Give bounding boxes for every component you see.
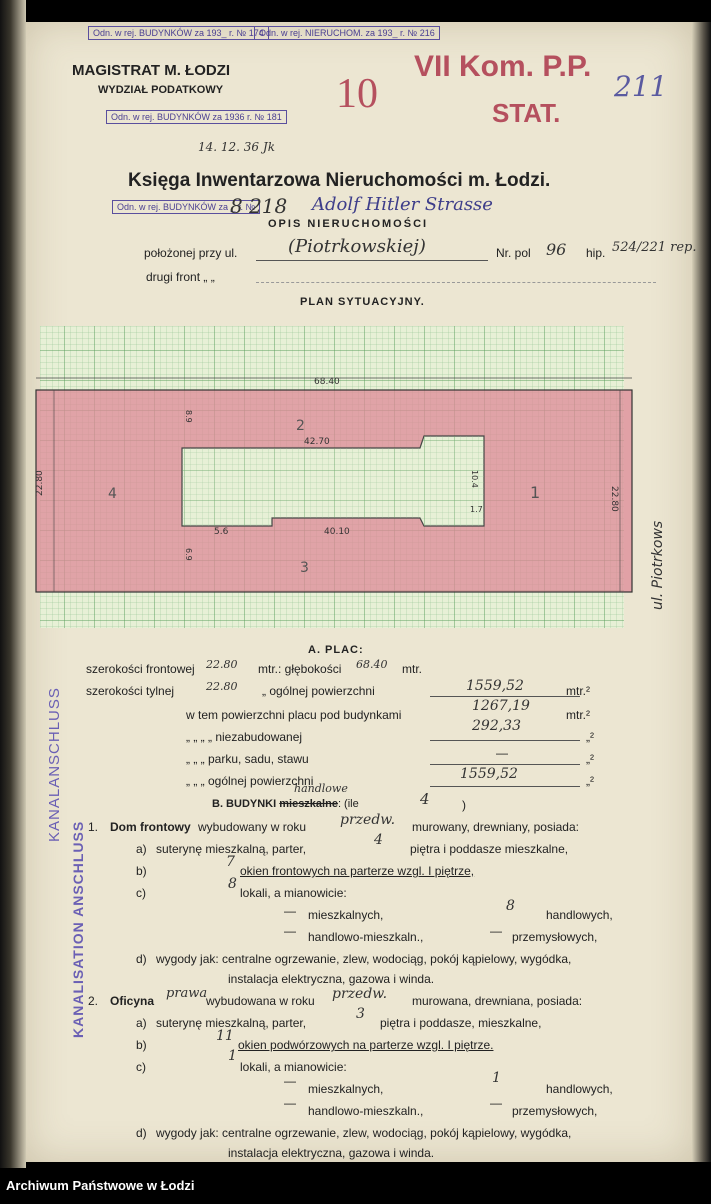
oficyna-num: 2. — [88, 994, 99, 1008]
dom-built-text: wybudowany w roku — [198, 820, 307, 834]
dom-mixed: handlowo-mieszkaln., — [308, 930, 424, 944]
handwritten-new-street: Adolf Hitler Strasse — [312, 194, 493, 215]
total-area-unit: mtr.² — [566, 684, 590, 698]
back-width-value: 22.80 — [206, 680, 238, 693]
plan-inner-top: 42.70 — [304, 437, 330, 447]
unbuilt-area-label: „ „ „ „ niezabudowanej — [186, 730, 303, 744]
street-label: położonej przy ul. — [144, 246, 238, 260]
commission-mark: VII Kom. P.P. — [414, 50, 592, 83]
hip-value: 524/221 rep. — [612, 240, 697, 255]
oficyna-resid-val: — — [284, 1074, 296, 1088]
document-page — [26, 22, 697, 1162]
oficyna-a-text2: piętra i poddasze, mieszkalne, — [380, 1016, 542, 1030]
total-area-value: 1559,52 — [466, 678, 524, 694]
oficyna-commercial-val: 1 — [492, 1070, 501, 1086]
building-label-bottom: 3 — [300, 560, 309, 576]
overall-area-value: 1559,52 — [460, 766, 518, 782]
dom-d-text2: instalacja elektryczna, gazowa i winda. — [228, 972, 435, 986]
overall-area-label: „ „ „ ogólnej powierzchni — [186, 774, 314, 788]
oficyna-industrial-val: — — [490, 1096, 502, 1110]
unbuilt-ditto: „² — [586, 730, 594, 744]
dom-d-text: wygody jak: centralne ogrzewanie, zlew, wodociąg, pokój kąpielowy, wygódka, — [156, 952, 572, 966]
site-plan — [34, 320, 666, 632]
section-a-heading: A. PLAC: — [308, 644, 364, 656]
section-b-count: 4 — [420, 790, 430, 808]
oficyna-b-num: 11 — [216, 1028, 234, 1044]
oficyna-mixed: handlowo-mieszkaln., — [308, 1104, 424, 1118]
oficyna-industrial: przemysłowych, — [512, 1104, 598, 1118]
dom-b-label: b) — [136, 864, 147, 878]
red-number: 10 — [336, 71, 378, 117]
plan-dim-e: 1.7 — [470, 505, 483, 514]
plan-dim-a: 8.9 — [184, 410, 193, 423]
plan-inner-bottom: 40.10 — [324, 527, 350, 537]
oficyna-year: przedw. — [332, 986, 388, 1002]
front-width-value: 22.80 — [206, 658, 238, 671]
dom-a-text2: piętra i poddasze mieszkalne, — [410, 842, 569, 856]
oficyna-built-text: wybudowana w roku — [206, 994, 315, 1008]
registry-stamp-opis: Odn. w rej. BUDYNKÓW za _ r. № — [112, 200, 260, 214]
oficyna-d-text: wygody jak: centralne ogrzewanie, zlew, wodociąg, pokój kąpielowy, wygódka, — [156, 1126, 572, 1140]
park-ditto: „² — [586, 752, 594, 766]
second-front-label: drugi front „ „ — [146, 270, 215, 284]
depth-unit: mtr. — [402, 662, 422, 676]
section-b-close: ) — [462, 798, 466, 812]
built-area-label: w tem powierzchni placu pod budynkami — [186, 708, 402, 722]
dom-c-num: 8 — [228, 876, 237, 892]
plan-street-label: ul. Piotrkows — [650, 520, 666, 610]
handwritten-date: 14. 12. 36 Jk — [198, 140, 275, 154]
plan-dim-c: 6.9 — [184, 548, 193, 561]
oficyna-a-label: a) — [136, 1016, 147, 1030]
plan-right-label: 22.80 — [609, 486, 619, 512]
nr-label: Nr. pol — [496, 246, 531, 260]
stat-mark: STAT. — [492, 98, 561, 128]
office-name: MAGISTRAT M. ŁODZI — [72, 62, 231, 79]
plan-title: PLAN SYTUACYJNY. — [300, 296, 425, 308]
section-b-handwritten-type: handlowe — [294, 782, 348, 795]
unbuilt-area-value: 292,33 — [472, 718, 521, 734]
back-width-label: szerokości tylnej — [86, 684, 175, 698]
building-label-top: 2 — [296, 418, 305, 434]
oficyna-title: Oficyna — [110, 994, 155, 1008]
built-area-value: 1267,19 — [472, 698, 530, 714]
oficyna-mixed-val: — — [284, 1096, 296, 1110]
overall-ditto: „² — [586, 774, 594, 788]
oficyna-c-text: lokali, a mianowicie: — [240, 1060, 347, 1074]
registry-stamp-middle: Odn. w rej. BUDYNKÓW za 1936 r. № 181 — [106, 110, 287, 124]
dom-resid-val: — — [284, 904, 296, 918]
oficyna-side: prawa — [166, 986, 208, 1001]
street-value: (Piotrkowskiej) — [288, 236, 426, 257]
oficyna-materials: murowana, drewniana, posiada: — [412, 994, 583, 1008]
department-name: WYDZIAŁ PODATKOWY — [98, 84, 224, 96]
dom-d-label: d) — [136, 952, 147, 966]
dom-a-label: a) — [136, 842, 147, 856]
kanalisation-stamp: KANALISATION ANSCHLUSS — [70, 820, 86, 1038]
oficyna-d-text2: instalacja elektryczna, gazowa i winda. — [228, 1146, 435, 1160]
section-b-heading: B. BUDYNKI mieszkalne: (ile — [212, 798, 359, 810]
footer-bar — [0, 1170, 711, 1204]
archive-credit: Archiwum Państwowe w Łodzi — [6, 1178, 195, 1193]
plan-dim-d: 10.4 — [470, 470, 479, 488]
building-label-left: 4 — [108, 486, 117, 502]
dom-b-text: okien frontowych na parterze wzgl. I piętrze, — [240, 864, 475, 878]
dom-a-text1: suterynę mieszkalną, parter, — [156, 842, 307, 856]
plan-left-label: 22.80 — [35, 470, 45, 496]
depth-label: mtr.: głębokości — [258, 662, 342, 676]
binding-edge — [0, 0, 26, 1168]
plan-dim-b: 5.6 — [214, 527, 229, 537]
handwritten-number: 211 — [614, 70, 668, 103]
hip-label: hip. — [586, 246, 606, 260]
oficyna-c-label: c) — [136, 1060, 146, 1074]
depth-value: 68.40 — [356, 658, 388, 671]
dom-commercial-val: 8 — [506, 898, 515, 914]
handwritten-registry-number: 8 218 — [230, 194, 288, 218]
oficyna-b-label: b) — [136, 1038, 147, 1052]
document-title: Księga Inwentarzowa Nieruchomości m. Łodzi. — [128, 170, 551, 191]
dom-industrial-val: — — [490, 924, 502, 938]
dom-commercial: handlowych, — [546, 908, 613, 922]
park-area-value: — — [496, 746, 508, 760]
registry-stamp-top-2: Odn. w rej. NIERUCHOM. za 193_ r. № 216 — [254, 26, 440, 40]
nr-value: 96 — [546, 240, 567, 259]
dom-b-num: 7 — [226, 854, 235, 870]
dom-mixed-val: — — [284, 924, 296, 938]
dom-year: przedw. — [340, 812, 396, 828]
oficyna-c-num: 1 — [228, 1048, 237, 1064]
oficyna-b-text: okien podwórzowych na parterze wzgl. I piętrze. — [238, 1038, 494, 1052]
dom-title: Dom frontowy — [110, 820, 191, 834]
front-width-label: szerokości frontowej — [86, 662, 195, 676]
oficyna-commercial: handlowych, — [546, 1082, 613, 1096]
built-area-unit: mtr.² — [566, 708, 590, 722]
subtitle: OPIS NIERUCHOMOŚCI — [268, 218, 429, 230]
registry-stamp-top-1: Odn. w rej. BUDYNKÓW za 193_ r. № 174 — [88, 26, 269, 40]
kanal-stamp: KANALANSCHLUSS — [46, 687, 63, 842]
page-edge — [692, 22, 711, 1162]
plan-width-label: 68.40 — [314, 377, 340, 387]
oficyna-a-text1: suterynę mieszkalną, parter, — [156, 1016, 307, 1030]
oficyna-d-label: d) — [136, 1126, 147, 1140]
dom-num: 1. — [88, 820, 99, 834]
dom-c-label: c) — [136, 886, 146, 900]
building-label-right: 1 — [530, 483, 541, 502]
total-area-label: „ ogólnej powierzchni — [262, 684, 375, 698]
dom-a-floors: 4 — [374, 832, 383, 848]
dom-c-text: lokali, a mianowicie: — [240, 886, 347, 900]
dom-resid: mieszkalnych, — [308, 908, 384, 922]
oficyna-a-floors: 3 — [356, 1006, 365, 1022]
park-area-label: „ „ „ parku, sadu, stawu — [186, 752, 309, 766]
oficyna-resid: mieszkalnych, — [308, 1082, 384, 1096]
dom-materials: murowany, drewniany, posiada: — [412, 820, 579, 834]
dom-industrial: przemysłowych, — [512, 930, 598, 944]
